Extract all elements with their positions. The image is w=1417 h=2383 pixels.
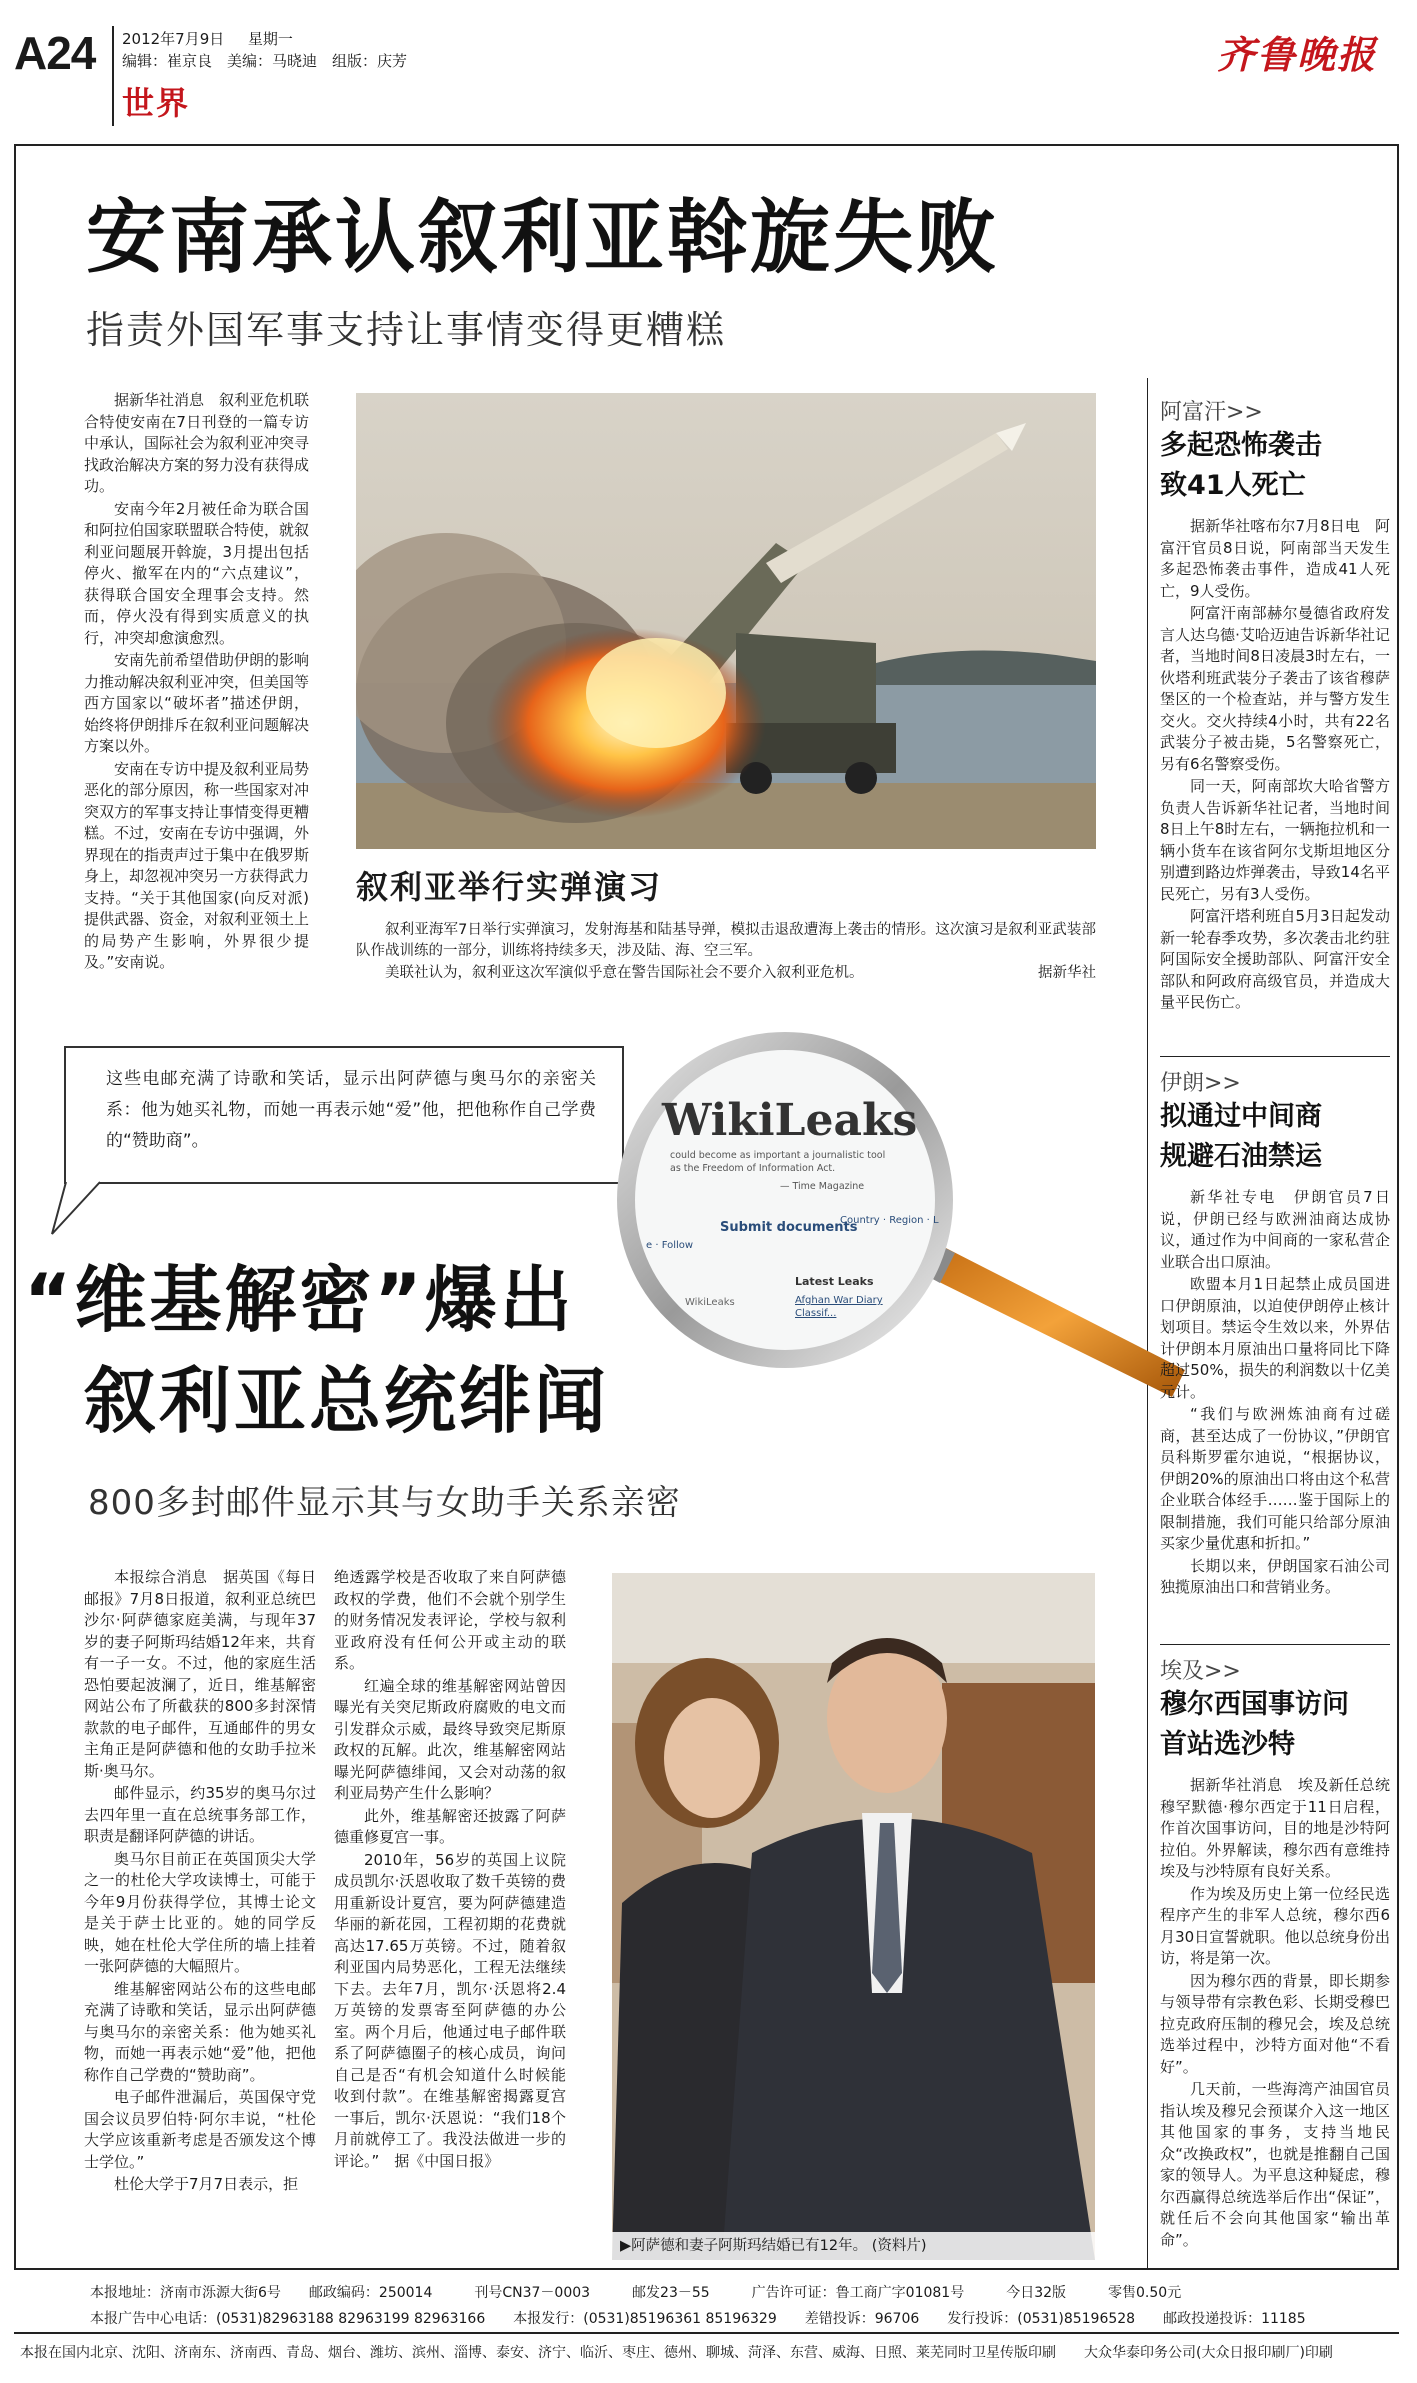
sidebar-title-line: 致41人死亡 (1160, 470, 1306, 501)
sidebar-brief-iran (1160, 1066, 1390, 1657)
lead-paragraph: 安南先前希望借助伊朗的影响力推动解决叙利亚冲突，但美国等西方国家以“破坏者”描述伊朗，始终将伊朗排斥在叙利亚问题解决方案以外。 (84, 651, 309, 755)
footer-print-line: 本报在国内北京、沈阳、济南东、济南西、青岛、烟台、潍坊、滨州、淄博、泰安、济宁、临沂、枣庄、德州、聊城、菏泽、东营、威海、日照、莱芜同时卫星传版印刷 大众华泰印务公司(大众日报印刷厂)印刷 (20, 2345, 1333, 2361)
photo-caption-title: 叙利亚举行实弹演习 (356, 868, 663, 906)
sidebar-paragraph: 据新华社喀布尔7月8日电 阿富汗官员8日说，阿南部当天发生多起恐怖袭击事件，造成41人死亡，9人受伤。 (1160, 517, 1390, 600)
photo-caption-text: ▶阿萨德和妻子阿斯玛结婚已有12年。 (620, 2238, 868, 2254)
sidebar-title-line: 穆尔西国事访问 (1160, 1689, 1349, 1720)
second-paragraph: 本报综合消息 据英国《每日邮报》7月8日报道，叙利亚总统巴沙尔·阿萨德家庭美满，与现年37岁的妻子阿斯玛结婚12年来，共育有一子一女。不过，他的家庭生活恐怕要起波澜了，近日，维基解密网站公布了所截获的800多封深情款款的电子邮件，互通邮件的男女主角正是阿萨德和他的女助手拉米斯·奥马尔。 (84, 1568, 316, 1780)
sidebar-brief-afghanistan (1160, 395, 1390, 1036)
wikileaks-magnifier-illustration (610, 1025, 1210, 1405)
photo-credit: (资料片) (871, 2238, 927, 2254)
footer-address-line: 本报地址：济南市泺源大街6号 邮政编码：250014 刊号CN37－0003 邮发23－55 广告许可证：鲁工商广字01081号 今日32版 零售0.50元 (90, 2285, 1182, 2301)
photo-caption-text (356, 963, 1096, 984)
quote-callout-tail (48, 1178, 108, 1238)
second-paragraph: 邮件显示，约35岁的奥马尔过去四年里一直在总统事务部工作，职责是翻译阿萨德的讲话。 (84, 1784, 316, 1845)
second-paragraph: 绝透露学校是否收取了来自阿萨德政权的学费，他们不会就个别学生的财务情况发表评论，学校与叙利亚政府没有任何公开或主动的联系。 (334, 1568, 566, 1672)
couple-photo-caption (612, 2232, 1095, 2260)
sidebar-title-line: 拟通过中间商 (1160, 1101, 1322, 1132)
section-title: 世界 (122, 84, 191, 122)
second-subhead: 800多封邮件显示其与女助手关系亲密 (88, 1483, 681, 1523)
masthead-divider-vertical (112, 26, 114, 126)
sidebar-paragraph: 几天前，一些海湾产油国官员指认埃及穆兄会预谋介入这一地区其他国家的事务，支持当地民众“改换政权”，也就是推翻自己国家的领导人。为平息这种疑虑，穆尔西赢得总统选举后作出“保证”，就任后不会向其他国家“输出革命”。 (1160, 2080, 1390, 2249)
assad-couple-illustration (612, 1573, 1095, 2260)
missile-launch-illustration (356, 393, 1096, 849)
lead-subhead: 指责外国军事支持让事情变得更糟糕 (86, 308, 727, 352)
second-story-col2 (334, 1567, 566, 2262)
second-paragraph: 此外，维基解密还披露了阿萨德重修夏宫一事。 (334, 1806, 566, 1846)
sidebar-section-divider (1160, 1056, 1390, 1057)
page-number: A24 (14, 27, 96, 79)
sidebar-title-line: 首站选沙特 (1160, 1729, 1295, 1760)
second-paragraph: 奥马尔目前正在英国顶尖大学之一的杜伦大学攻读博士，可能于今年9月份获得学位，其博士论文是关于萨士比亚的。她的同学反映，她在杜伦大学住所的墙上挂着一张阿萨德的大幅照片。 (84, 1849, 316, 1975)
second-headline-line1: “维基解密”爆出 (24, 1258, 575, 1342)
sidebar-title-line: 规避石油禁运 (1160, 1141, 1322, 1172)
lead-paragraph: 安南今年2月被任命为联合国和阿拉伯国家联盟联合特使，就叙利亚问题展开斡旋，3月提出包括停火、撤军在内的“六点建议”，获得联合国安全理事会支持。然而，停火没有得到实质意义的执行，冲突却愈演愈烈。 (84, 499, 309, 647)
sidebar-title-line: 多起恐怖袭击 (1160, 430, 1322, 461)
sidebar-paragraph: 因为穆尔西的背景，即长期参与领导带有宗教色彩、长期受穆巴拉克政府压制的穆兄会，埃及总统选举过程中，沙特方面对他“不看好”。 (1160, 1971, 1390, 2076)
sidebar-section-divider (1160, 1644, 1390, 1645)
wikileaks-leak-link[interactable]: Classif... (795, 1308, 837, 1319)
missile-launch-photo (356, 393, 1096, 849)
second-paragraph: 2010年，56岁的英国上议院成员凯尔·沃恩收取了数千英镑的费用重新设计夏宫，要为阿萨德建造华丽的新花园，工程初期的花费就高达17.65万英镑。不过，随着叙利亚国内局势恶化，工程无法继续下去。去年7月，凯尔·沃恩将2.4万英镑的发票寄至阿萨德的办公室。两个月后，他通过电子邮件联系了阿萨德圈子的核心成员，询问自己是否“有机会知道什么时候能收到付款”。在维基解密揭露夏宫一事后，凯尔·沃恩说：“我们18个月前就停工了。我没法做进一步的评论。” 据《中国日报》 (334, 1850, 566, 2170)
quote-callout (64, 1046, 624, 1184)
issue-date-line (122, 28, 293, 49)
wikileaks-logo-text: WikiLeaks (662, 1095, 918, 1146)
photo-credit: 据新华社 (1038, 965, 1096, 981)
wikileaks-tagline: could become as important a journalistic tool as the Freedom of Information Act. (670, 1150, 886, 1174)
sidebar-paragraph: 同一天，阿南部坎大哈省警方负责人告诉新华社记者，当地时间8日上午8时左右，一辆拖拉机和一辆小货车在该省阿尔戈斯坦地区分别遭到路边炸弹袭击，导致14名平民死亡，另有3人受伤。 (1160, 777, 1390, 903)
wikileaks-follow-link[interactable]: e · Follow (646, 1240, 694, 1251)
editor-credits: 编辑：崔京良 美编：马晓迪 组版：庆芳 (122, 52, 408, 70)
lead-paragraph: 安南在专访中提及叙利亚局势恶化的部分原因，称一些国家对冲突双方的军事支持让事情变得更糟糕。不过，安南在专访中强调，外界现在的指责声过于集中在俄罗斯身上，却忽视冲突另一方获得武力支持。“关于其他国家(向反对派)提供武器、资金，对叙利亚领土上的局势产生影响，外界很少提及。”安南说。 (84, 759, 309, 971)
sidebar-paragraph: 阿富汗南部赫尔曼德省政府发言人达乌德·艾哈迈迪告诉新华社记者，当地时间8日凌晨3时左右，一伙塔利班武装分子袭击了该省穆萨堡区的一个检查站，并与警方发生交火。交火持续4小时，共有22名武装分子被击毙，5名警察死亡，另有6名警察受伤。 (1160, 604, 1390, 773)
photo-caption-text: 叙利亚海军7日举行实弹演习，发射海基和陆基导弹，模拟击退敌遭海上袭击的情形。这次演习是叙利亚武装部队作战训练的一部分，训练将持续多天，涉及陆、海、空三军。 (356, 922, 1096, 959)
lead-paragraph: 据新华社消息 叙利亚危机联合特使安南在7日刊登的一篇专访中承认，国际社会为叙利亚冲突寻找政治解决方案的努力没有获得成功。 (84, 391, 309, 495)
issue-weekday: 星期一 (247, 30, 293, 48)
second-paragraph: 维基解密网站公布的这些电邮充满了诗歌和笑话，显示出阿萨德与奥马尔的亲密关系：他为她买礼物，而她一再表示她“爱”他，把他称作自己学费的“赞助商”。 (84, 1979, 316, 2084)
wikileaks-latest-heading: Latest Leaks (795, 1275, 874, 1288)
second-story-col1 (84, 1567, 316, 2262)
wikileaks-leak-link[interactable]: Afghan War Diary (795, 1295, 883, 1306)
sidebar-paragraph: 长期以来，伊朗国家石油公司独揽原油出口和营销业务。 (1160, 1556, 1390, 1596)
second-paragraph: 杜伦大学于7月7日表示，拒 (114, 2175, 299, 2193)
sidebar-paragraph: 欧盟本月1日起禁止成员国进口伊朗原油，以迫使伊朗停止核计划项目。禁运令生效以来，外界估计伊朗本月原油出口量将同比下降超过50%，损失的利润数以十亿美元计。 (1160, 1275, 1390, 1401)
sidebar-body (1160, 1187, 1390, 1657)
lead-headline: 安南承认叙利亚斡旋失败 (86, 191, 999, 284)
sidebar-paragraph: 据新华社消息 埃及新任总统穆罕默德·穆尔西定于11日启程，作首次国事访问，目的地是沙特阿拉伯。外界解读，穆尔西有意维持埃及与沙特原有良好关系。 (1160, 1776, 1390, 1880)
wikileaks-submit-link[interactable]: Submit documents (720, 1220, 858, 1235)
wikileaks-small-logo: WikiLeaks (685, 1297, 735, 1308)
lead-story-body (84, 390, 309, 1010)
photo-caption-body (356, 920, 1096, 1000)
second-headline-line2: 叙利亚总统绯闻 (84, 1359, 610, 1443)
wikileaks-source: — Time Magazine (780, 1181, 865, 1192)
issue-date: 2012年7月9日 (122, 30, 225, 48)
sidebar-brief-egypt (1160, 1654, 1390, 2255)
wikileaks-country-nav[interactable]: Country · Region · L (840, 1215, 939, 1226)
photo-caption-text-2: 美联社认为，叙利亚这次军演似乎意在警告国际社会不要介入叙利亚危机。 (385, 965, 864, 981)
sidebar-paragraph: 作为埃及历史上第一位经民选程序产生的非军人总统，穆尔西6月30日宣誓就职。他以总统身份出访，将是第一次。 (1160, 1884, 1390, 1967)
sidebar-paragraph: 新华社专电 伊朗官员7日说，伊朗已经与欧洲油商达成协议，通过作为中间商的一家私营企业联合出口原油。 (1160, 1188, 1390, 1271)
sidebar-body (1160, 516, 1390, 1036)
assad-couple-photo (612, 1573, 1095, 2260)
quote-text: 这些电邮充满了诗歌和笑话，显示出阿萨德与奥马尔的亲密关系：他为她买礼物，而她一再表示她“爱”他，把他称作自己学费的“赞助商”。 (106, 1069, 596, 1151)
sidebar-body (1160, 1775, 1390, 2255)
footer-divider (14, 2332, 1399, 2334)
sidebar-tag: 埃及>> (1160, 1659, 1241, 1684)
sidebar-paragraph: 阿富汗塔利班自5月3日起发动新一轮春季攻势，多次袭击北约驻阿国际安全援助部队、阿富汗安全部队和阿政府高级官员，并造成大量平民伤亡。 (1160, 907, 1390, 1011)
second-paragraph: 红遍全球的维基解密网站曾因曝光有关突尼斯政府腐败的电文而引发群众示威，最终导致突尼斯原政权的瓦解。此次，维基解密网站曝光阿萨德绯闻，又会对动荡的叙利亚局势产生什么影响？ (334, 1676, 566, 1802)
second-paragraph: 电子邮件泄漏后，英国保守党国会议员罗伯特·阿尔丰说，“杜伦大学应该重新考虑是否颁发这个博士学位。” (84, 2088, 316, 2171)
paper-logo: 齐鲁晚报 (1216, 32, 1377, 77)
sidebar-tag: 阿富汗>> (1160, 400, 1263, 425)
sidebar-paragraph: “我们与欧洲炼油商有过磋商，甚至达成了一份协议，”伊朗官员科斯罗霍尔迪说，“根据协议，伊朗20%的原油出口将由这个私营企业联合体经手……鉴于国际上的限制措施，我们可能只给部分原油买家少量优惠和折扣。” (1160, 1405, 1390, 1552)
sidebar-tag: 伊朗>> (1160, 1071, 1241, 1096)
footer-phone-line: 本报广告中心电话：(0531)82963188 82963199 82963166 本报发行：(0531)85196361 85196329 差错投诉：96706 发行投诉：(0531)85196528 邮政投递投诉：11185 (90, 2311, 1306, 2327)
